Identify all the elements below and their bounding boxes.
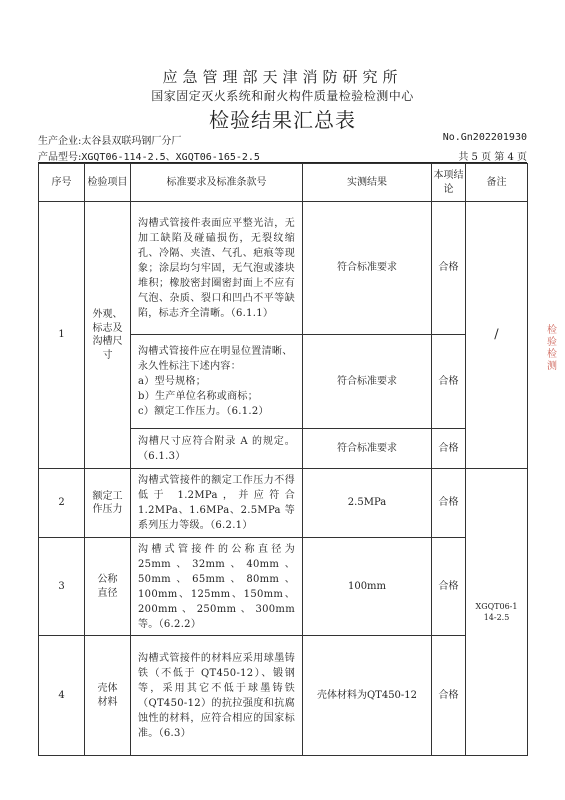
row4-conclusion: 合格 [432,636,466,756]
row1-remark: / [466,202,528,469]
org-line-2: 国家固定灭火系统和耐火构件质量检验检测中心 [151,89,414,103]
row4-seq: 4 [39,636,85,756]
row1-seq: 1 [39,202,85,469]
row1b-result: 符合标准要求 [303,335,432,429]
row1b-req-line: 沟槽式管接件应在明显位置清晰、永久性标注下述内容： [138,346,293,372]
org-line-1: 应急管理部天津消防研究所 [162,68,403,86]
results-table [38,163,528,756]
row4-item: 壳体材料 [85,636,131,756]
row1b-requirement [131,335,303,429]
table-row [39,202,528,335]
row1a-conclusion: 合格 [432,202,466,335]
row3-requirement: 沟槽式管接件的公称直径为 25mm、32mm、40mm、50mm、65mm、80mm、100mm、125mm、150mm、200mm、250mm、300mm 等。（6.2.2） [131,538,303,636]
row3-result: 100mm [303,538,432,636]
row2-conclusion: 合格 [432,469,466,538]
report-number: No.Gn202201930 [442,132,527,143]
table-header-row [39,164,528,202]
model-label: 产品型号: [38,152,82,163]
row1b-req-line: a）型号规格； [138,376,207,387]
row2-result: 2.5MPa [303,469,432,538]
model-value: XGQT06-114-2.5、XGQT06-165-2.5 [81,152,260,163]
row1a-requirement: 沟槽式管接件表面应平整光洁，无加工缺陷及碰磕损伤，无裂纹缩孔、冷隔、夹渣、气孔、疤痕等现象；涂层均匀牢固，无气泡或漆块堆积；橡胶密封圈密封面上不应有气泡、杂质、裂口和凹凸不平等缺陷，标志齐全清晰。（6.1.1） [131,202,303,335]
remark-model: XGQT06-114-2.5 [475,601,518,622]
table-row [39,538,528,636]
row4-result: 壳体材料为QT450-12 [303,636,432,756]
header-remark: 备注 [466,164,528,202]
header-conclusion: 本项结论 [432,164,466,202]
table-row [39,469,528,538]
table-row [39,636,528,756]
row1b-conclusion: 合格 [432,335,466,429]
row3-seq: 3 [39,538,85,636]
row1-item: 外观、标志及沟槽尺寸 [85,202,131,469]
page-title: 检验结果汇总表 [209,108,356,132]
row1c-conclusion: 合格 [432,429,466,469]
header-seq: 序号 [39,164,85,202]
row1a-result: 符合标准要求 [303,202,432,335]
header-standard: 标准要求及标准条款号 [131,164,303,202]
header-item: 检验项目 [85,164,131,202]
row2-seq: 2 [39,469,85,538]
row1c-result: 符合标准要求 [303,429,432,469]
row1c-requirement: 沟槽尺寸应符合附录 A 的规定。（6.1.3） [131,429,303,469]
manufacturer-value: 太谷县双联玛钢厂分厂 [81,136,182,147]
row2-item: 额定工作压力 [85,469,131,538]
page-info: 共 5 页 第 4 页 [458,152,527,163]
row3-conclusion: 合格 [432,538,466,636]
header-result: 实测结果 [303,164,432,202]
row1b-req-line: c）额定工作压力。（6.1.2） [138,406,269,417]
seal-stamp-edge: 检验检测 [547,325,557,372]
row2-4-remark [466,469,528,756]
model-line [38,148,260,163]
row4-requirement: 沟槽式管接件的材料应采用球墨铸铁（不低于 QT450-12）、锻钢等，采用其它不低于球墨铸铁（QT450-12）的抗拉强度和抗腐蚀性的材料，应符合相应的国家标准。（6.3） [131,636,303,756]
row3-item: 公称直径 [85,538,131,636]
row2-requirement: 沟槽式管接件的额定工作压力不得低于 1.2MPa，并应符合 1.2MPa、1.6MPa、2.5MPa 等系列压力等级。（6.2.1） [131,469,303,538]
row1b-req-line: b）生产单位名称或商标； [138,391,259,402]
manufacturer-line [38,132,181,147]
manufacturer-label: 生产企业: [38,136,82,147]
